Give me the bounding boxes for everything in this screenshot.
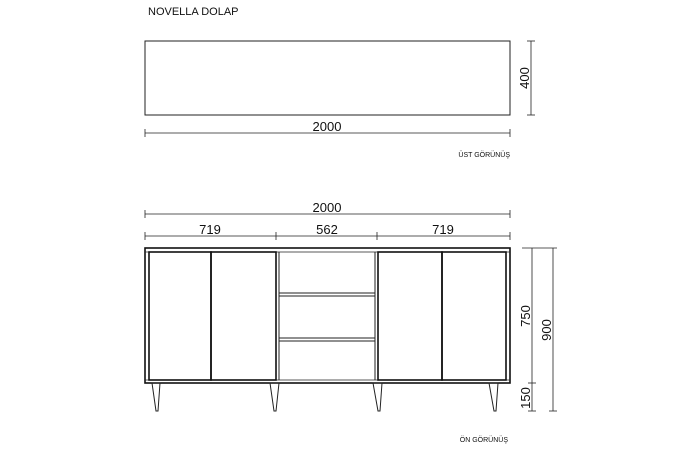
cabinet-outline	[145, 248, 510, 383]
middle-section-label: 562	[316, 222, 338, 237]
top-width-label: 2000	[312, 119, 342, 134]
cabinet-legs	[152, 383, 498, 411]
body-height-label: 750	[518, 305, 533, 327]
top-depth-dimension	[517, 41, 535, 115]
left-section-label: 719	[199, 222, 221, 237]
front-section-dimensions	[145, 222, 510, 240]
leg-height-label: 150	[518, 387, 533, 409]
top-width-dimension	[145, 119, 510, 137]
top-view	[145, 41, 535, 159]
front-view	[145, 200, 557, 444]
front-height-dimensions	[518, 248, 557, 411]
leg-2	[270, 383, 279, 411]
leg-4	[489, 383, 498, 411]
front-total-width-dimension	[145, 200, 510, 218]
total-height-label: 900	[539, 319, 554, 341]
front-total-width-label: 2000	[312, 200, 342, 215]
top-view-label: ÜST GÖRÜNÜŞ	[458, 152, 510, 159]
right-section-label: 719	[432, 222, 454, 237]
drawing-title: NOVELLA DOLAP	[148, 6, 239, 18]
leg-1	[152, 383, 160, 411]
top-view-outline	[145, 41, 510, 115]
front-view-label: ÖN GÖRÜNÜŞ	[459, 437, 508, 444]
top-depth-label: 400	[517, 67, 532, 89]
leg-3	[373, 383, 382, 411]
cabinet-body	[145, 248, 510, 383]
